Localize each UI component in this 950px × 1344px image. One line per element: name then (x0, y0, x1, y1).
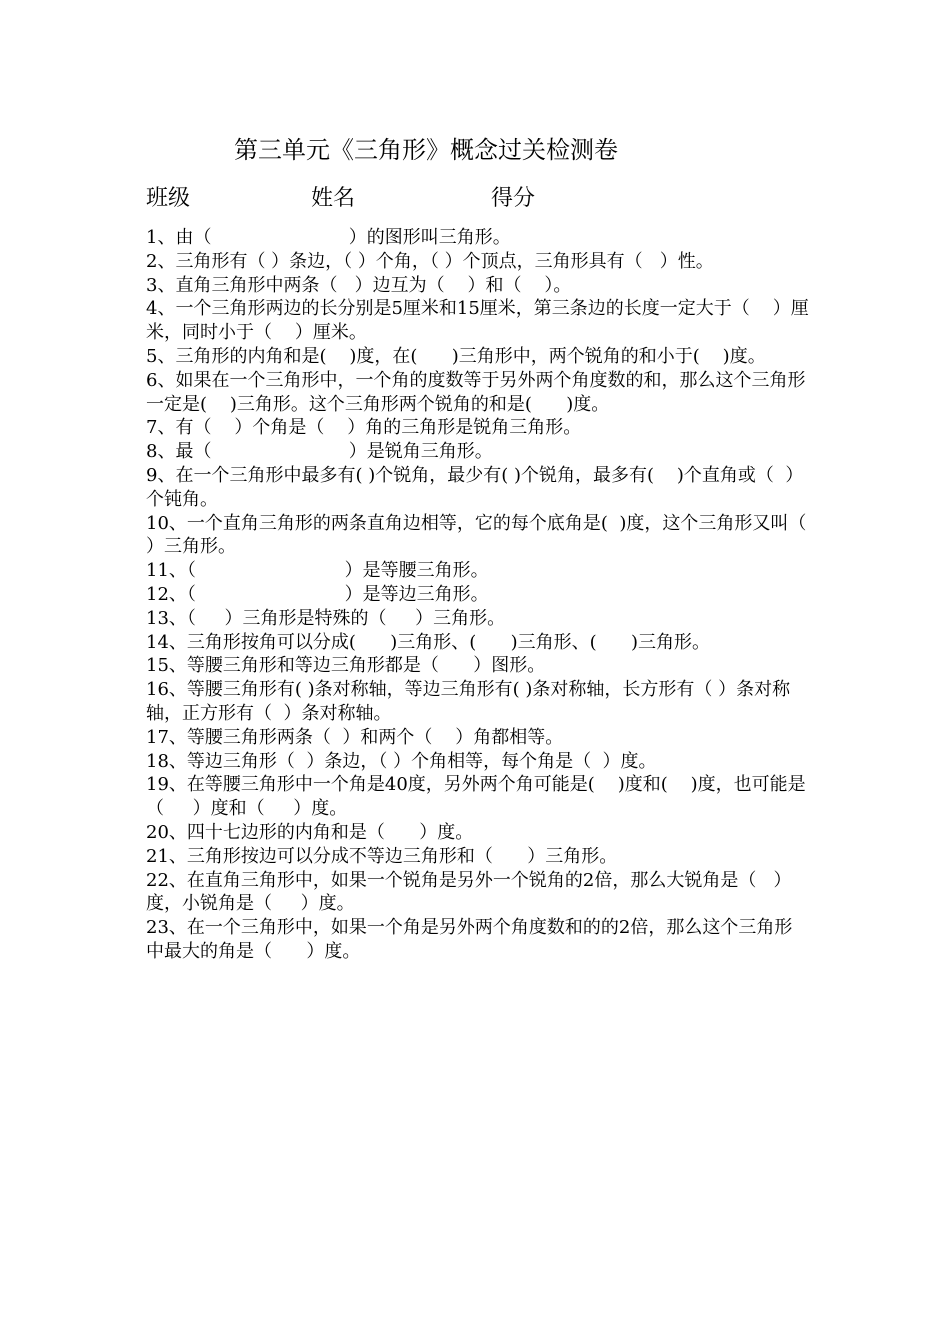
question-16: 16、等腰三角形有( )条对称轴，等边三角形有( )条对称轴，长方形有（ ）条对称轴，正方形有（ ）条对称轴。 (146, 679, 791, 724)
question-13: 13、（ ）三角形是特殊的（ ）三角形。 (146, 607, 506, 629)
question-12: 12、（ ）是等边三角形。 (146, 583, 489, 605)
score-label: 得分 (491, 186, 536, 211)
question-23: 23、在一个三角形中，如果一个角是另外两个角度数和的的2倍，那么这个三角形中最大的角是（ ）度。 (146, 917, 793, 962)
question-list (146, 226, 858, 964)
name-label: 姓名 (311, 186, 356, 211)
class-label: 班级 (146, 186, 191, 211)
student-info-header (0, 184, 950, 214)
question-7: 7、有（ ）个角是（ ）角的三角形是锐角三角形。 (146, 417, 582, 439)
question-11: 11、（ ）是等腰三角形。 (146, 560, 489, 582)
question-18: 18、等边三角形（ ）条边，（ ）个角相等，每个角是（ ）度。 (146, 750, 657, 772)
question-17: 17、等腰三角形两条（ ）和两个（ ）角都相等。 (146, 726, 564, 748)
question-9: 9、在一个三角形中最多有( )个锐角，最少有( )个锐角，最多有( )个直角或（ ）个钝角。 (146, 464, 804, 510)
question-2: 2、三角形有（ ）条边，（ ）个角，（ ）个顶点，三角形具有（ ）性。 (146, 250, 714, 272)
page-title: 第三单元《三角形》概念过关检测卷 (234, 136, 618, 164)
question-21: 21、三角形按边可以分成不等边三角形和（ ）三角形。 (146, 845, 618, 867)
question-4: 4、一个三角形两边的长分别是5厘米和15厘米，第三条边的长度一定大于（ ）厘米，同时小于（ ）厘米。 (146, 298, 809, 344)
question-6: 6、如果在一个三角形中，一个角的度数等于另外两个角度数的和，那么这个三角形一定是( )三角形。这个三角形两个锐角的和是( )度。 (146, 369, 806, 415)
question-8: 8、最（ ）是锐角三角形。 (146, 441, 493, 463)
question-14: 14、三角形按角可以分成( )三角形、( )三角形、( )三角形。 (146, 631, 711, 653)
question-22: 22、在直角三角形中，如果一个锐角是另外一个锐角的2倍，那么大锐角是（ ）度，小锐角是（ ）度。 (146, 869, 792, 915)
question-19: 19、在等腰三角形中一个角是40度，另外两个角可能是( )度和( )度，也可能是（ ）度和（ ）度。 (146, 774, 806, 820)
question-5: 5、三角形的内角和是( )度，在( )三角形中，两个锐角的和小于( )度。 (146, 345, 766, 367)
question-15: 15、等腰三角形和等边三角形都是（ ）图形。 (146, 655, 546, 677)
question-3: 3、直角三角形中两条（ ）边互为（ ）和（ ）。 (146, 274, 572, 296)
question-10: 10、一个直角三角形的两条直角边相等，它的每个底角是( )度，这个三角形又叫（ ）三角形。 (146, 512, 858, 558)
question-1: 1、由（ ）的图形叫三角形。 (146, 227, 511, 248)
question-20: 20、四十七边形的内角和是（ ）度。 (146, 821, 474, 843)
